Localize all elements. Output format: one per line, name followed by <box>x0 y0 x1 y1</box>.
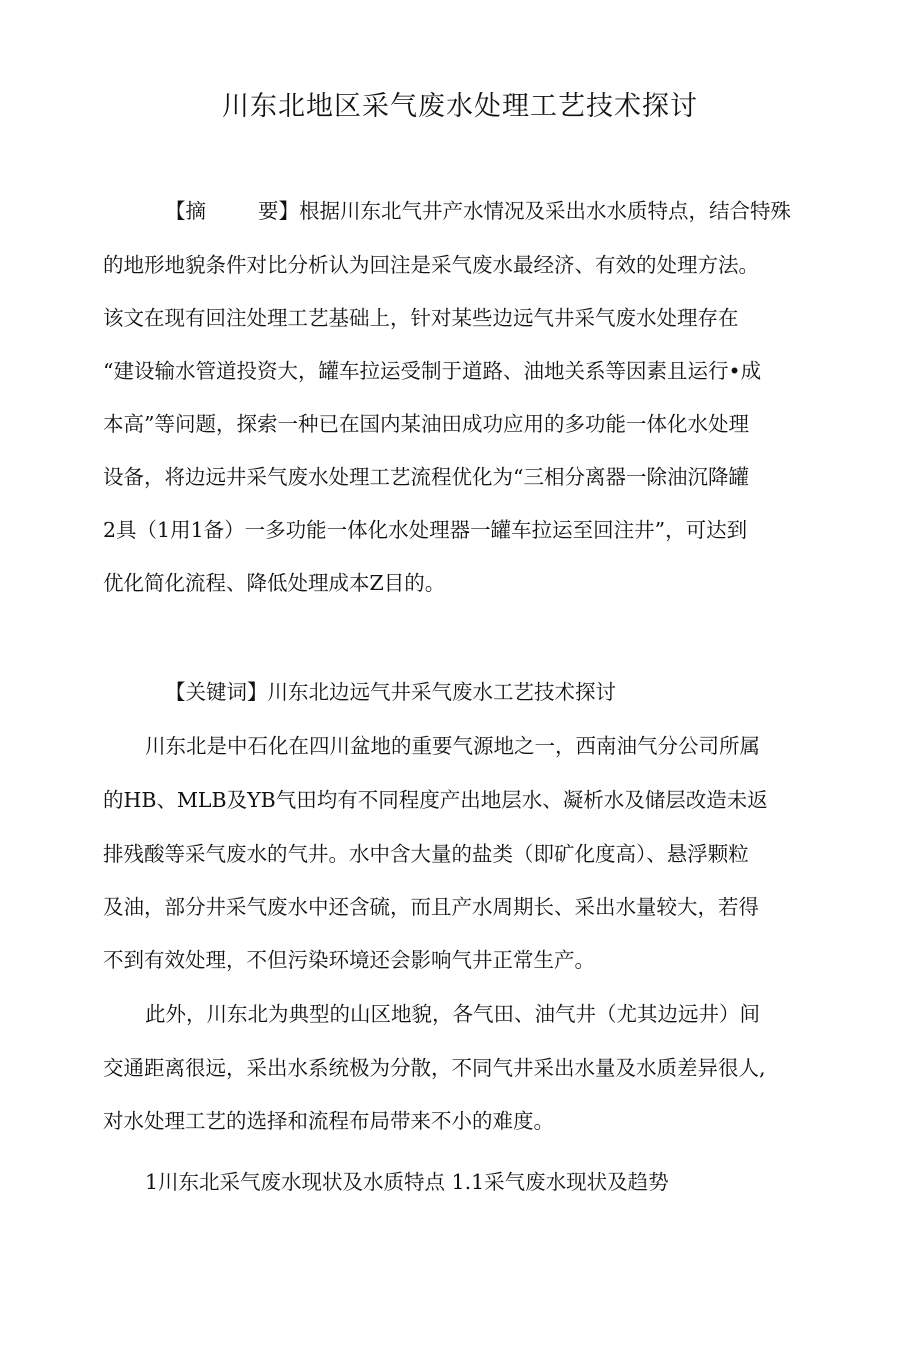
abstract-line-5: 本高”等问题，探索一种已在国内某油田成功应用的多功能一体化水处理 <box>103 412 749 436</box>
abstract-line-1 <box>165 196 791 226</box>
abstract-text: 根据川东北气井产水情况及采出水水质特点，结合特殊 <box>299 199 791 223</box>
paragraph-1-line-4: 及油，部分井采气废水中还含硫，而且产水周期长、采出水量较大，若得 <box>103 895 759 919</box>
section-heading: 1川东北采气废水现状及水质特点 1.1采气废水现状及趋势 <box>145 1170 669 1194</box>
paragraph-2-line-3: 对水处理工艺的选择和流程布局带来不小的难度。 <box>103 1109 554 1133</box>
abstract-label-close: 要】 <box>258 199 299 223</box>
abstract-line-2: 的地形地貌条件对比分析认为回注是采气废水最经济、有效的处理方法。 <box>103 253 759 277</box>
document-title: 川东北地区采气废水处理工艺技术探讨 <box>222 91 698 122</box>
paragraph-2-line-1: 此外，川东北为典型的山区地貌，各气田、油气井（尤其边远井）间 <box>145 1002 760 1026</box>
paragraph-1-line-2: 的HB、MLB及YB气田均有不同程度产出地层水、凝析水及储层改造未返 <box>103 788 768 812</box>
paragraph-1-line-1: 川东北是中石化在四川盆地的重要气源地之一，西南油气分公司所属 <box>145 734 760 758</box>
keywords-line: 【关键词】川东北边远气井采气废水工艺技术探讨 <box>165 680 616 704</box>
paragraph-2-line-2: 交通距离很远，采出水系统极为分散，不同气井采出水量及水质差异很人, <box>103 1056 766 1080</box>
abstract-label-open: 【摘 <box>165 199 206 223</box>
paragraph-1-line-3: 排残酸等采气废水的气井。水中含大量的盐类（即矿化度高）、悬浮颗粒 <box>103 842 749 866</box>
abstract-line-4: “建设输水管道投资大，罐车拉运受制于道路、油地关系等因素且运行•成 <box>103 359 762 383</box>
abstract-line-6: 设备，将边远井采气废水处理工艺流程优化为“三相分离器一除油沉降罐 <box>103 465 749 489</box>
abstract-line-3: 该文在现有回注处理工艺基础上，针对某些边远气井采气废水处理存在 <box>103 306 739 330</box>
abstract-line-7: 2具（1用1备）一多功能一体化水处理器一罐车拉运至回注井”，可达到 <box>103 518 748 542</box>
paragraph-1-line-5: 不到有效处理，不但污染环境还会影响气井正常生产。 <box>103 948 595 972</box>
abstract-line-8: 优化简化流程、降低处理成本Z目的。 <box>103 571 446 595</box>
